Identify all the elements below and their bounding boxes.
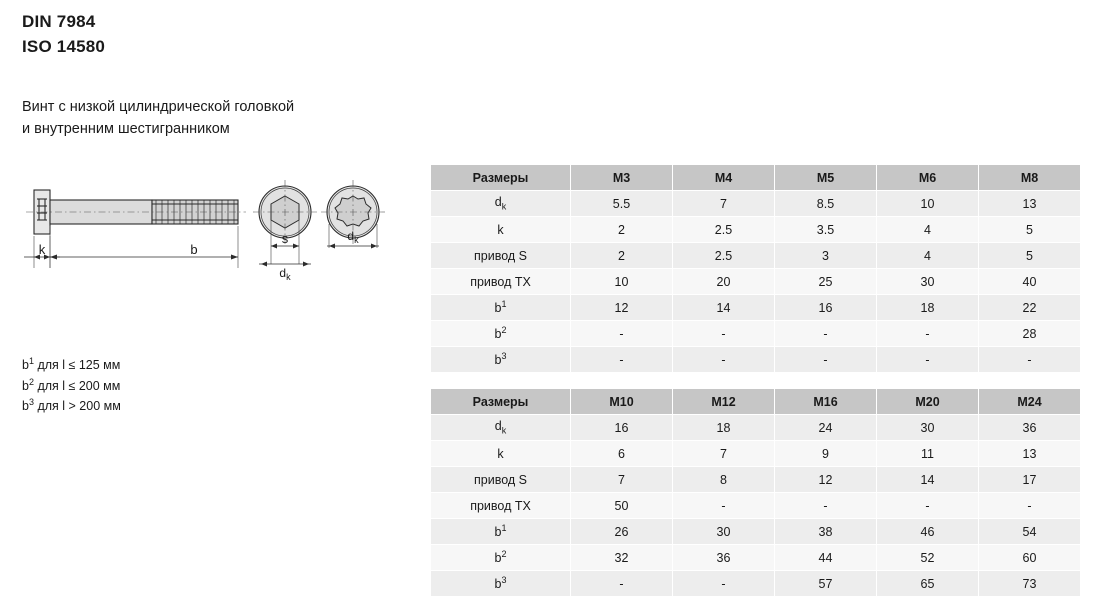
cell: 44 — [775, 545, 877, 571]
cell: - — [979, 347, 1081, 373]
cell: - — [673, 321, 775, 347]
cell: 5 — [979, 243, 1081, 269]
table2-header-0: Размеры — [431, 389, 571, 415]
row-label-b1: $b^1$ — [431, 295, 571, 321]
cell: 10 — [877, 191, 979, 217]
row-label-dk: $d_k$ — [431, 415, 571, 441]
table-row — [431, 571, 1081, 597]
cell: - — [673, 571, 775, 597]
product-description-line1: Винт с низкой цилиндрической головкой — [22, 99, 295, 116]
cell: 50 — [571, 493, 673, 519]
cell: 13 — [979, 191, 1081, 217]
table-row — [431, 347, 1081, 373]
cell: - — [673, 347, 775, 373]
table1-header-4: M6 — [877, 165, 979, 191]
product-description — [22, 97, 422, 141]
table-row — [431, 415, 1081, 441]
table1-header-5: M8 — [979, 165, 1081, 191]
cell: 14 — [877, 467, 979, 493]
cell: 28 — [979, 321, 1081, 347]
cell: 7 — [571, 467, 673, 493]
row-label-drive-tx: привод TX — [431, 493, 571, 519]
cell: - — [979, 493, 1081, 519]
standard-din: DIN 7984 — [22, 12, 96, 31]
cell: 12 — [775, 467, 877, 493]
table-row — [431, 217, 1081, 243]
cell: - — [775, 347, 877, 373]
footnote-1: $b^1$ для l ≤ 125 мм — [22, 356, 121, 373]
cell: 30 — [673, 519, 775, 545]
row-label-k: k — [431, 217, 571, 243]
cell: 4 — [877, 217, 979, 243]
table1-header-3: M5 — [775, 165, 877, 191]
cell: 7 — [673, 191, 775, 217]
cell: - — [571, 571, 673, 597]
cell: 8 — [673, 467, 775, 493]
cell: - — [571, 347, 673, 373]
footnote-3: $b^3$ для l > 200 мм — [22, 397, 121, 414]
cell: 25 — [775, 269, 877, 295]
row-label-k: k — [431, 441, 571, 467]
drawing-svg — [8, 168, 420, 308]
dimension-label-k: k — [38, 242, 46, 257]
cell: 60 — [979, 545, 1081, 571]
table-header-row — [431, 389, 1081, 415]
dimensions-table-1 — [430, 164, 1081, 373]
row-label-b3: $b^3$ — [431, 571, 571, 597]
table-row — [431, 467, 1081, 493]
standard-iso: ISO 14580 — [22, 36, 106, 56]
row-label-b1: $b^1$ — [431, 519, 571, 545]
row-label-drive-s: привод S — [431, 243, 571, 269]
cell: 16 — [775, 295, 877, 321]
cell: 3 — [775, 243, 877, 269]
cell: 4 — [877, 243, 979, 269]
row-label-drive-s: привод S — [431, 467, 571, 493]
cell: 2 — [571, 243, 673, 269]
dimensions-table-2 — [430, 388, 1081, 597]
table2-header-3: M16 — [775, 389, 877, 415]
table2-header-5: M24 — [979, 389, 1081, 415]
cell: - — [673, 493, 775, 519]
row-label-b2: $b^2$ — [431, 545, 571, 571]
cell: - — [877, 321, 979, 347]
table-row — [431, 191, 1081, 217]
cell: 73 — [979, 571, 1081, 597]
cell: 2.5 — [673, 217, 775, 243]
dimension-label-b: b — [190, 242, 198, 257]
table-row — [431, 321, 1081, 347]
cell: 9 — [775, 441, 877, 467]
cell: 22 — [979, 295, 1081, 321]
table1-header-0: Размеры — [431, 165, 571, 191]
table1-header-2: M4 — [673, 165, 775, 191]
cell: 10 — [571, 269, 673, 295]
row-label-b2: $b^2$ — [431, 321, 571, 347]
table-row — [431, 243, 1081, 269]
cell: 5.5 — [571, 191, 673, 217]
cell: 65 — [877, 571, 979, 597]
table2-header-1: M10 — [571, 389, 673, 415]
table2-header-4: M20 — [877, 389, 979, 415]
cell: 54 — [979, 519, 1081, 545]
table-header-row — [431, 165, 1081, 191]
cell: 13 — [979, 441, 1081, 467]
cell: 32 — [571, 545, 673, 571]
table2-header-2: M12 — [673, 389, 775, 415]
cell: 36 — [979, 415, 1081, 441]
cell: 5 — [979, 217, 1081, 243]
dimensions-table-2-container — [430, 388, 1080, 597]
table-row — [431, 519, 1081, 545]
screw-technical-drawing — [8, 168, 420, 308]
cell: - — [775, 321, 877, 347]
cell: 38 — [775, 519, 877, 545]
cell: 18 — [673, 415, 775, 441]
cell: 2.5 — [673, 243, 775, 269]
table-row — [431, 269, 1081, 295]
cell: 40 — [979, 269, 1081, 295]
dimension-label-s: s — [281, 231, 289, 246]
cell: - — [877, 347, 979, 373]
dimension-label-dk-front: $d_k$ — [347, 229, 359, 245]
cell: 24 — [775, 415, 877, 441]
cell: 11 — [877, 441, 979, 467]
cell: 12 — [571, 295, 673, 321]
row-label-drive-tx: привод TX — [431, 269, 571, 295]
dimensions-table-1-container — [430, 164, 1080, 373]
dimension-label-dk-side: $d_k$ — [279, 266, 291, 282]
cell: 16 — [571, 415, 673, 441]
cell: - — [775, 493, 877, 519]
footnote-2: $b^2$ для l ≤ 200 мм — [22, 376, 121, 393]
cell: 30 — [877, 269, 979, 295]
cell: 3.5 — [775, 217, 877, 243]
cell: 36 — [673, 545, 775, 571]
footnotes — [22, 355, 121, 417]
cell: 17 — [979, 467, 1081, 493]
table-row — [431, 545, 1081, 571]
cell: 14 — [673, 295, 775, 321]
cell: - — [877, 493, 979, 519]
table-row — [431, 441, 1081, 467]
cell: 8.5 — [775, 191, 877, 217]
row-label-b3: $b^3$ — [431, 347, 571, 373]
cell: - — [571, 321, 673, 347]
cell: 2 — [571, 217, 673, 243]
product-description-line2: и внутренним шестигранником — [22, 121, 230, 138]
table1-header-1: M3 — [571, 165, 673, 191]
cell: 6 — [571, 441, 673, 467]
cell: 30 — [877, 415, 979, 441]
title-block — [22, 10, 422, 141]
standard-title — [22, 10, 422, 59]
cell: 52 — [877, 545, 979, 571]
row-label-dk: $d_k$ — [431, 191, 571, 217]
cell: 57 — [775, 571, 877, 597]
table-row — [431, 493, 1081, 519]
cell: 20 — [673, 269, 775, 295]
cell: 46 — [877, 519, 979, 545]
cell: 26 — [571, 519, 673, 545]
cell: 7 — [673, 441, 775, 467]
cell: 18 — [877, 295, 979, 321]
table-row — [431, 295, 1081, 321]
